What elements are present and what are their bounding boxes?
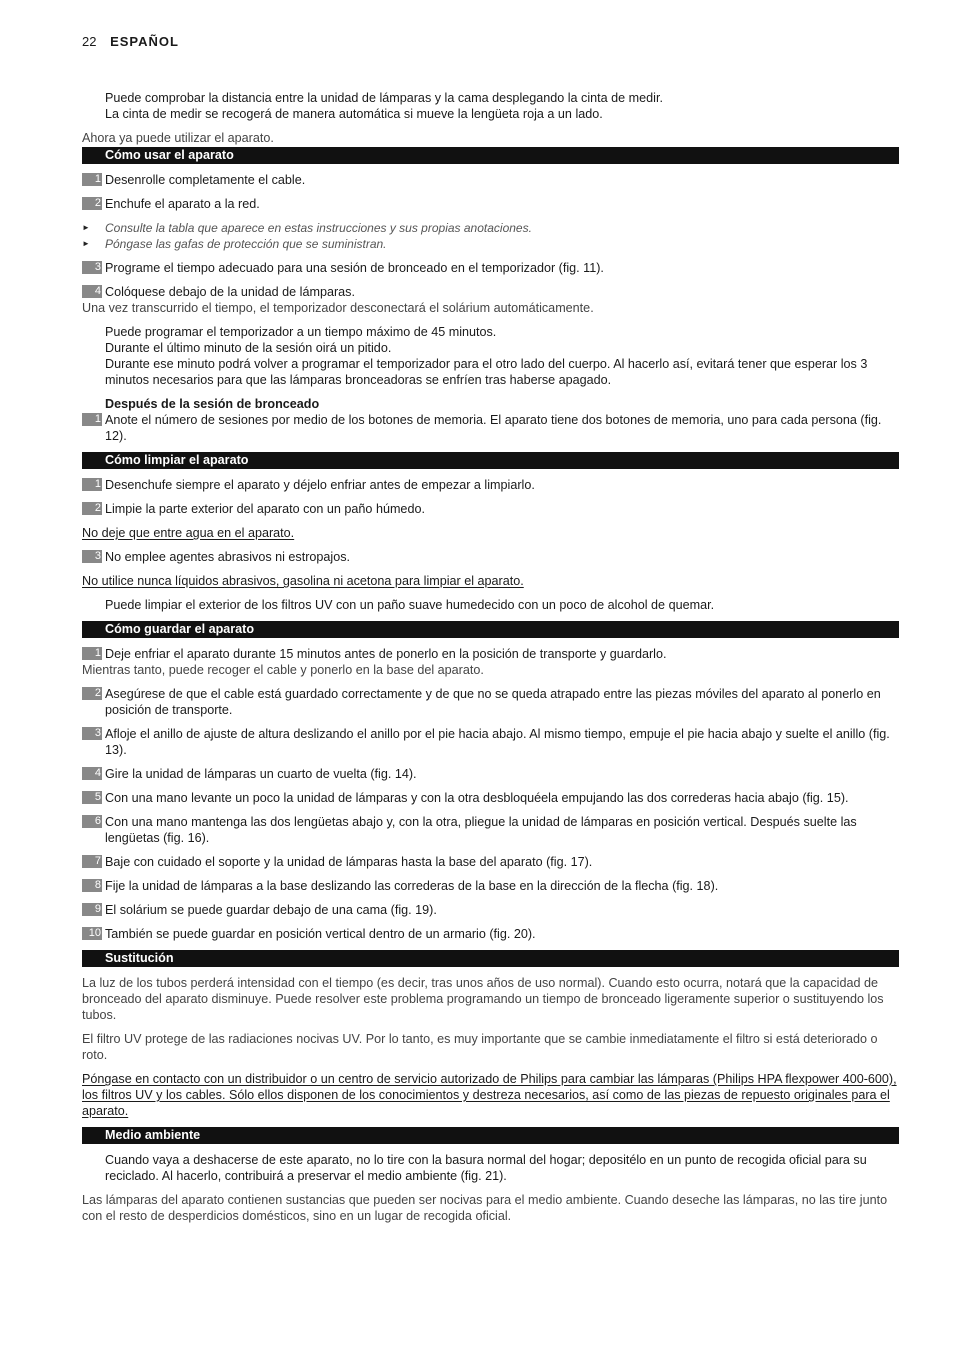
bullet-text: Póngase las gafas de protección que se suministran. (105, 237, 387, 251)
step-item (82, 902, 899, 918)
section-heading-use: Cómo usar el aparato (82, 147, 899, 164)
step-text: Programe el tiempo adecuado para una sesión de bronceado en el temporizador (fig. 11). (105, 261, 604, 275)
step-number: 1 (82, 413, 102, 426)
step-number: 3 (82, 550, 102, 563)
step-item (82, 501, 899, 517)
step-text: Asegúrese de que el cable está guardado correctamente y de que no se queda atrapado entre las piezas móviles del aparato al ponerlo en posición de transporte. (105, 687, 881, 717)
step-number: 10 (82, 927, 102, 940)
warning-text: Póngase en contacto con un distribuidor o un centro de servicio autorizado de Philips para cambiar las lámparas (Philips HPA flexpower 400-600), los filtros UV y los cables. Sólo ellos disponen de los conocimientos y destreza necesarios, así como de las piezas de repuesto originales para el aparato. (82, 1072, 897, 1118)
step-number: 3 (82, 727, 102, 740)
tip-text: Puede limpiar el exterior de los filtros UV con un paño suave humedecido con un poco de alcohol de quemar. (105, 598, 715, 612)
bullet-arrow-icon: ► (82, 239, 90, 248)
subheading-after-session: Después de la sesión de bronceado (105, 397, 320, 411)
step-item (82, 814, 899, 846)
step-text: No emplee agentes abrasivos ni estropajos. (105, 550, 351, 564)
step-item (82, 766, 899, 782)
document-body (82, 90, 899, 1224)
section-heading-replace: Sustitución (82, 950, 899, 967)
step-text: Desenchufe siempre el aparato y déjelo enfriar antes de empezar a limpiarlo. (105, 478, 535, 492)
page-header (82, 34, 179, 49)
paragraph: La luz de los tubos perderá intensidad con el tiempo (es decir, tras unos años de uso normal). Cuando esto ocurra, notará que la capacidad de bronceado del aparato disminuye. Puede resolver este problema programando un tiempo de bronceado ligeramente superior o sustituyendo los tubos. (82, 976, 884, 1022)
step-item (82, 284, 899, 300)
step-item (82, 646, 899, 662)
step-text: Colóquese debajo de la unidad de lámparas. (105, 285, 355, 299)
step-text: También se puede guardar en posición vertical dentro de un armario (fig. 20). (105, 927, 536, 941)
step-text: Enchufe el aparato a la red. (105, 197, 260, 211)
step-number: 1 (82, 478, 102, 491)
bullet-text: Consulte la tabla que aparece en estas instrucciones y sus propias anotaciones. (105, 221, 532, 235)
step-number: 4 (82, 767, 102, 780)
tip-text: Cuando vaya a deshacerse de este aparato, no lo tire con la basura normal del hogar; depositélo en un punto de recogida oficial para su reciclado. Al hacerlo, contribuirá a preservar el medio ambiente (fig. 21). (105, 1153, 867, 1183)
step-number: 3 (82, 261, 102, 274)
step-item (82, 926, 899, 942)
step-number: 4 (82, 285, 102, 298)
step-number: 2 (82, 687, 102, 700)
intro-tip-line: La cinta de medir se recogerá de manera automática si mueve la lengüeta roja a un lado. (105, 107, 603, 121)
bullet-item (82, 236, 899, 252)
paragraph: Las lámparas del aparato contienen sustancias que pueden ser nocivas para el medio ambiente. Cuando deseche las lámparas, no las tire junto con el resto de desperdicios domésticos, sino en un lugar de recogida oficial. (82, 1193, 888, 1223)
step-text: Limpie la parte exterior del aparato con un paño húmedo. (105, 502, 425, 516)
step-number: 1 (82, 173, 102, 186)
step-number: 5 (82, 791, 102, 804)
bullet-item (82, 220, 899, 236)
step-item (82, 878, 899, 894)
paragraph: El filtro UV protege de las radiaciones nocivas UV. Por lo tanto, es muy importante que se cambie inmediatamente el filtro si está deteriorado o roto. (82, 1032, 878, 1062)
step-item (82, 260, 899, 276)
section-heading-store: Cómo guardar el aparato (82, 621, 899, 638)
step-item (82, 412, 899, 444)
tip-text: Durante ese minuto podrá volver a programar el temporizador para el otro lado del cuerpo. Al hacerlo así, evitará tener que esperar los 3 minutos necesarios para que las lámparas bronceadoras se enfríen tras haberse apagado. (105, 357, 868, 387)
step-number: 8 (82, 879, 102, 892)
step-number: 2 (82, 197, 102, 210)
step-number: 7 (82, 855, 102, 868)
step-item (82, 790, 899, 806)
step-text: Baje con cuidado el soporte y la unidad de lámparas hasta la base del aparato (fig. 17). (105, 855, 593, 869)
step-text: El solárium se puede guardar debajo de una cama (fig. 19). (105, 903, 437, 917)
step-item (82, 172, 899, 188)
step-text: Con una mano mantenga las dos lengüetas abajo y, con la otra, pliegue la unidad de lámparas en posición vertical. Después suelte las lengüetas (fig. 16). (105, 815, 857, 845)
bullet-arrow-icon: ► (82, 223, 90, 232)
step-text: Anote el número de sesiones por medio de los botones de memoria. El aparato tiene dos botones de memoria, uno para cada persona (fig. 12). (105, 413, 882, 443)
step-number: 6 (82, 815, 102, 828)
step-text: Deje enfriar el aparato durante 15 minutos antes de ponerlo en la posición de transporte y guardarlo. (105, 647, 667, 661)
step-note: Mientras tanto, puede recoger el cable y ponerlo en la base del aparato. (82, 663, 484, 677)
step-item (82, 854, 899, 870)
step-item (82, 549, 899, 565)
intro-tip-line: Puede comprobar la distancia entre la unidad de lámparas y la cama desplegando la cinta de medir. (105, 91, 663, 105)
step-note: Una vez transcurrido el tiempo, el temporizador desconectará el solárium automáticamente. (82, 301, 594, 315)
step-number: 1 (82, 647, 102, 660)
step-item (82, 477, 899, 493)
step-text: Desenrolle completamente el cable. (105, 173, 306, 187)
step-item (82, 726, 899, 758)
warning-text: No deje que entre agua en el aparato. (82, 526, 295, 540)
step-item (82, 686, 899, 718)
step-text: Fije la unidad de lámparas a la base deslizando las correderas de la base en la dirección de la flecha (fig. 18). (105, 879, 719, 893)
tip-text: Puede programar el temporizador a un tiempo máximo de 45 minutos. (105, 325, 497, 339)
step-text: Gire la unidad de lámparas un cuarto de vuelta (fig. 14). (105, 767, 417, 781)
step-number: 2 (82, 502, 102, 515)
intro-ready: Ahora ya puede utilizar el aparato. (82, 131, 274, 145)
page-number: 22 (82, 34, 97, 49)
language-label: ESPAÑOL (110, 34, 179, 49)
step-text: Con una mano levante un poco la unidad de lámparas y con la otra desbloquéela empujando las dos correderas hacia abajo (fig. 15). (105, 791, 849, 805)
step-number: 9 (82, 903, 102, 916)
step-item (82, 196, 899, 212)
section-heading-clean: Cómo limpiar el aparato (82, 452, 899, 469)
step-text: Afloje el anillo de ajuste de altura deslizando el anillo por el pie hacia abajo. Al mismo tiempo, empuje el pie hacia abajo y suelte el anillo (fig. 13). (105, 727, 890, 757)
section-heading-environment: Medio ambiente (82, 1127, 899, 1144)
warning-text: No utilice nunca líquidos abrasivos, gasolina ni acetona para limpiar el aparato. (82, 574, 524, 588)
tip-text: Durante el último minuto de la sesión oirá un pitido. (105, 341, 392, 355)
